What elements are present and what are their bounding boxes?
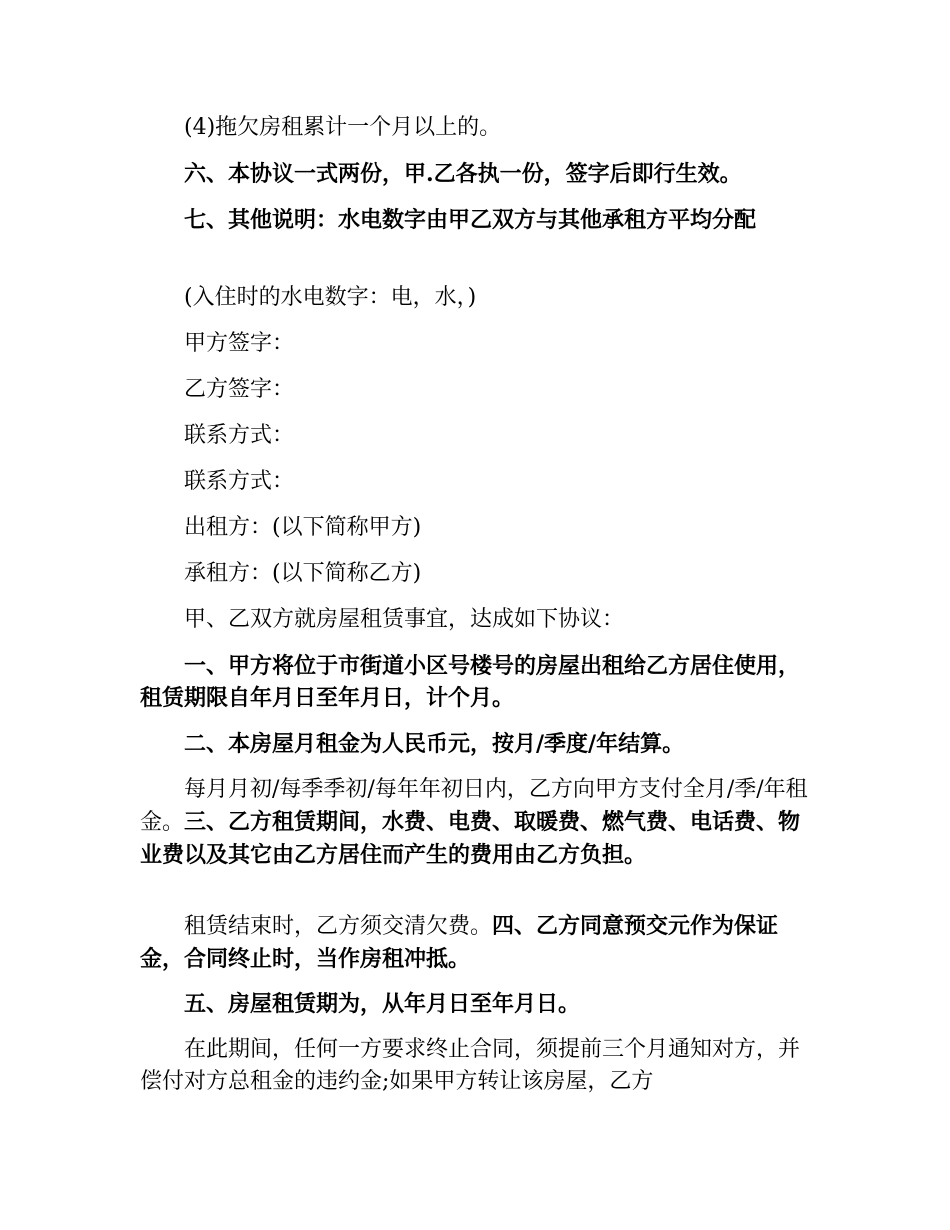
- paragraph-settlement-and-clause-four: [140, 910, 810, 976]
- paragraph-clause-one: 一、甲方将位于市街道小区号楼号的房屋出租给乙方居住使用，租赁期限自年月日至年月日，计个月。: [140, 653, 801, 711]
- paragraph-party-a-signature: 甲方签字：: [184, 331, 295, 356]
- paragraph-agreement-intro: 甲、乙双方就房屋租赁事宜，达成如下协议：: [184, 607, 625, 632]
- paragraph-clause-five: 五、房屋租赁期为，从年月日至年月日。: [184, 991, 581, 1017]
- paragraph-lessor: 出租方：(以下简称甲方): [184, 515, 422, 540]
- paragraph-payment-and-clause-three: [140, 774, 810, 872]
- paragraph-clause-seven: 七、其他说明：水电数字由甲乙双方与其他承租方平均分配: [184, 207, 757, 233]
- paragraph-clause-six: 六、本协议一式两份，甲.乙各执一份，签字后即行生效。: [184, 161, 742, 187]
- paragraph-meter-readings: (入住时的水电数字：电，水，): [184, 285, 477, 310]
- clause-four-text: 四、乙方同意预交元作为保证金，合同终止时，当作房租冲抵。: [140, 913, 779, 972]
- paragraph-contact-b: 联系方式：: [184, 469, 295, 494]
- paragraph-arrears-clause: (4)拖欠房租累计一个月以上的。: [184, 115, 502, 140]
- paragraph-clause-two: 二、本房屋月租金为人民币元，按月/季度/年结算。: [184, 731, 685, 757]
- paragraph-party-b-signature: 乙方签字：: [184, 377, 295, 402]
- settlement-text: 租赁结束时，乙方须交清欠费。: [184, 914, 493, 939]
- payment-terms-text: 每月月初/每季季初/每年年初日内，乙方向甲方支付全月/季/年租金。: [140, 777, 808, 835]
- paragraph-lessee: 承租方：(以下简称乙方): [184, 561, 422, 586]
- paragraph-contact-a: 联系方式：: [184, 423, 295, 448]
- paragraph-termination-terms: 在此期间，任何一方要求终止合同，须提前三个月通知对方，并偿付对方总租金的违约金;如果甲方转让该房屋，乙方: [140, 1037, 801, 1094]
- clause-three-text: 三、乙方租赁期间，水费、电费、取暖费、燃气费、电话费、物业费以及其它由乙方居住而产生的费用由乙方负担。: [140, 809, 801, 868]
